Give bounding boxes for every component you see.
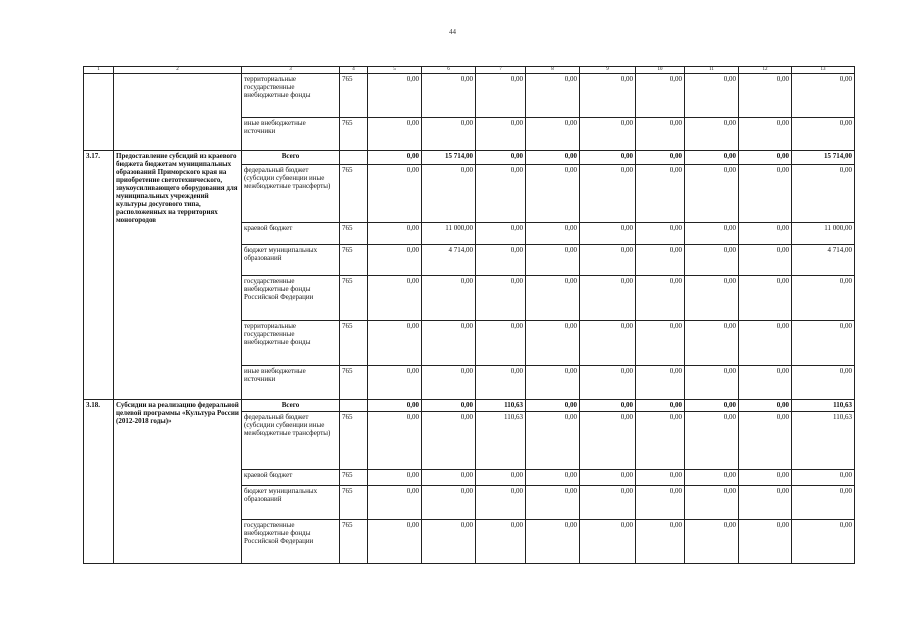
amount-cell: 0,00 <box>422 276 476 321</box>
amount-cell: 0,00 <box>526 165 580 223</box>
column-number: 10 <box>636 67 685 74</box>
page-number: 44 <box>449 28 456 36</box>
amount-cell: 0,00 <box>368 276 422 321</box>
budget-code <box>340 151 368 165</box>
amount-cell: 15 714,00 <box>422 151 476 165</box>
amount-cell: 0,00 <box>636 412 685 470</box>
amount-cell: 0,00 <box>792 321 855 366</box>
column-number: 12 <box>739 67 792 74</box>
amount-cell: 11 000,00 <box>792 223 855 245</box>
budget-code: 765 <box>340 74 368 118</box>
amount-cell: 0,00 <box>422 520 476 564</box>
budget-code <box>340 400 368 412</box>
amount-cell: 0,00 <box>792 74 855 118</box>
amount-cell: 0,00 <box>476 245 526 276</box>
amount-cell: 0,00 <box>636 74 685 118</box>
amount-cell: 0,00 <box>476 151 526 165</box>
amount-cell: 0,00 <box>422 321 476 366</box>
amount-cell: 0,00 <box>739 118 792 151</box>
amount-cell: 0,00 <box>368 165 422 223</box>
budget-code: 765 <box>340 366 368 400</box>
amount-cell: 0,00 <box>792 366 855 400</box>
section-number-cell <box>84 74 114 151</box>
amount-cell: 0,00 <box>792 486 855 520</box>
table-row-total <box>84 151 855 165</box>
budget-code: 765 <box>340 223 368 245</box>
amount-cell: 0,00 <box>476 74 526 118</box>
amount-cell: 0,00 <box>739 223 792 245</box>
amount-cell: 0,00 <box>580 276 636 321</box>
amount-cell: 0,00 <box>685 486 739 520</box>
funding-source: краевой бюджет <box>242 223 340 245</box>
amount-cell: 4 714,00 <box>422 245 476 276</box>
amount-cell: 0,00 <box>685 165 739 223</box>
budget-code: 765 <box>340 486 368 520</box>
amount-cell: 0,00 <box>580 245 636 276</box>
amount-cell: 0,00 <box>368 223 422 245</box>
amount-cell: 110,63 <box>792 412 855 470</box>
amount-cell: 11 000,00 <box>422 223 476 245</box>
amount-cell: 0,00 <box>739 74 792 118</box>
amount-cell: 0,00 <box>739 151 792 165</box>
amount-cell: 0,00 <box>792 520 855 564</box>
amount-cell: 0,00 <box>368 366 422 400</box>
amount-cell: 0,00 <box>739 412 792 470</box>
amount-cell: 0,00 <box>422 470 476 486</box>
amount-cell: 0,00 <box>476 118 526 151</box>
funding-source: государственные внебюджетные фонды Российской Федерации <box>242 276 340 321</box>
column-number: 13 <box>792 67 855 74</box>
section-number: 3.17. <box>84 151 114 400</box>
budget-code: 765 <box>340 118 368 151</box>
amount-cell: 0,00 <box>476 321 526 366</box>
amount-cell: 0,00 <box>526 520 580 564</box>
measure-title: Предоставление субсидий из краевого бюджета бюджетам муниципальных образований Приморского края на приобретение светотехнического, звукоусиливающего оборудования для муниципальных учреждений культуры досугового типа, расположенных на территориях моногородов <box>114 151 242 400</box>
amount-cell: 0,00 <box>580 321 636 366</box>
amount-cell: 0,00 <box>685 470 739 486</box>
amount-cell: 0,00 <box>580 400 636 412</box>
amount-cell: 110,63 <box>476 412 526 470</box>
funding-source: иные внебюджетные источники <box>242 118 340 151</box>
amount-cell: 0,00 <box>526 321 580 366</box>
amount-cell: 0,00 <box>476 165 526 223</box>
amount-cell: 4 714,00 <box>792 245 855 276</box>
amount-cell: 0,00 <box>685 118 739 151</box>
column-number: 8 <box>526 67 580 74</box>
amount-cell: 0,00 <box>526 412 580 470</box>
budget-code: 765 <box>340 245 368 276</box>
amount-cell: 0,00 <box>685 223 739 245</box>
amount-cell: 0,00 <box>526 470 580 486</box>
amount-cell: 0,00 <box>526 245 580 276</box>
budget-table <box>83 66 855 564</box>
amount-cell: 0,00 <box>526 223 580 245</box>
amount-cell: 0,00 <box>685 520 739 564</box>
amount-cell: 0,00 <box>580 118 636 151</box>
amount-cell: 0,00 <box>636 321 685 366</box>
measure-title-cell <box>114 74 242 151</box>
amount-cell: 0,00 <box>526 118 580 151</box>
amount-cell: 0,00 <box>636 165 685 223</box>
amount-cell: 0,00 <box>739 321 792 366</box>
column-number: 1 <box>84 67 114 74</box>
amount-cell: 0,00 <box>636 366 685 400</box>
amount-cell: 0,00 <box>636 223 685 245</box>
amount-cell: 0,00 <box>476 223 526 245</box>
amount-cell: 0,00 <box>526 74 580 118</box>
column-number: 5 <box>368 67 422 74</box>
amount-cell: 0,00 <box>580 520 636 564</box>
funding-source: бюджет муниципальных образований <box>242 486 340 520</box>
amount-cell: 0,00 <box>792 118 855 151</box>
funding-source: иные внебюджетные источники <box>242 366 340 400</box>
amount-cell: 0,00 <box>685 151 739 165</box>
amount-cell: 0,00 <box>476 520 526 564</box>
amount-cell: 0,00 <box>685 366 739 400</box>
amount-cell: 0,00 <box>792 276 855 321</box>
amount-cell: 0,00 <box>368 151 422 165</box>
amount-cell: 0,00 <box>368 321 422 366</box>
amount-cell: 0,00 <box>739 366 792 400</box>
amount-cell: 0,00 <box>792 165 855 223</box>
amount-cell: 0,00 <box>368 118 422 151</box>
amount-cell: 0,00 <box>580 223 636 245</box>
amount-cell: 0,00 <box>580 412 636 470</box>
amount-cell: 0,00 <box>739 470 792 486</box>
amount-cell: 110,63 <box>476 400 526 412</box>
section-number: 3.18. <box>84 400 114 564</box>
amount-cell: 0,00 <box>422 366 476 400</box>
amount-cell: 0,00 <box>636 486 685 520</box>
amount-cell: 0,00 <box>526 400 580 412</box>
funding-source: Всего <box>242 151 340 165</box>
amount-cell: 0,00 <box>685 412 739 470</box>
amount-cell: 0,00 <box>792 470 855 486</box>
amount-cell: 0,00 <box>739 520 792 564</box>
amount-cell: 0,00 <box>422 118 476 151</box>
budget-code: 765 <box>340 276 368 321</box>
table-row <box>84 74 855 118</box>
amount-cell: 0,00 <box>526 276 580 321</box>
amount-cell: 15 714,00 <box>792 151 855 165</box>
funding-source: бюджет муниципальных образований <box>242 245 340 276</box>
amount-cell: 0,00 <box>636 276 685 321</box>
amount-cell: 0,00 <box>739 165 792 223</box>
amount-cell: 0,00 <box>580 74 636 118</box>
amount-cell: 0,00 <box>580 165 636 223</box>
funding-source: территориальные государственные внебюджетные фонды <box>242 74 340 118</box>
column-number-row <box>84 67 855 74</box>
amount-cell: 0,00 <box>476 486 526 520</box>
amount-cell: 0,00 <box>739 486 792 520</box>
amount-cell: 0,00 <box>476 366 526 400</box>
amount-cell: 0,00 <box>526 486 580 520</box>
amount-cell: 0,00 <box>422 165 476 223</box>
amount-cell: 0,00 <box>685 276 739 321</box>
amount-cell: 0,00 <box>422 74 476 118</box>
amount-cell: 0,00 <box>685 245 739 276</box>
funding-source: федеральный бюджет (субсидии субвенции иные межбюджетные трансферты) <box>242 165 340 223</box>
amount-cell: 110,63 <box>792 400 855 412</box>
amount-cell: 0,00 <box>422 486 476 520</box>
amount-cell: 0,00 <box>685 74 739 118</box>
budget-code: 765 <box>340 165 368 223</box>
amount-cell: 0,00 <box>368 400 422 412</box>
amount-cell: 0,00 <box>580 486 636 520</box>
budget-code: 765 <box>340 321 368 366</box>
amount-cell: 0,00 <box>739 276 792 321</box>
table-row-total <box>84 400 855 412</box>
amount-cell: 0,00 <box>580 151 636 165</box>
column-number: 4 <box>340 67 368 74</box>
amount-cell: 0,00 <box>739 245 792 276</box>
amount-cell: 0,00 <box>368 520 422 564</box>
amount-cell: 0,00 <box>526 366 580 400</box>
amount-cell: 0,00 <box>476 470 526 486</box>
amount-cell: 0,00 <box>636 400 685 412</box>
column-number: 7 <box>476 67 526 74</box>
column-number: 9 <box>580 67 636 74</box>
amount-cell: 0,00 <box>368 412 422 470</box>
funding-source: территориальные государственные внебюджетные фонды <box>242 321 340 366</box>
measure-title: Субсидии на реализацию федеральной целевой программы «Культура России (2012-2018 годы)» <box>114 400 242 564</box>
amount-cell: 0,00 <box>476 276 526 321</box>
amount-cell: 0,00 <box>368 245 422 276</box>
amount-cell: 0,00 <box>368 486 422 520</box>
amount-cell: 0,00 <box>636 245 685 276</box>
amount-cell: 0,00 <box>368 470 422 486</box>
column-number: 6 <box>422 67 476 74</box>
amount-cell: 0,00 <box>636 151 685 165</box>
funding-source: Всего <box>242 400 340 412</box>
budget-code: 765 <box>340 470 368 486</box>
amount-cell: 0,00 <box>739 400 792 412</box>
amount-cell: 0,00 <box>636 118 685 151</box>
amount-cell: 0,00 <box>526 151 580 165</box>
amount-cell: 0,00 <box>580 470 636 486</box>
funding-source: государственные внебюджетные фонды Российской Федерации <box>242 520 340 564</box>
amount-cell: 0,00 <box>636 470 685 486</box>
column-number: 2 <box>114 67 242 74</box>
amount-cell: 0,00 <box>368 74 422 118</box>
budget-code: 765 <box>340 412 368 470</box>
amount-cell: 0,00 <box>685 400 739 412</box>
column-number: 3 <box>242 67 340 74</box>
amount-cell: 0,00 <box>636 520 685 564</box>
amount-cell: 0,00 <box>580 366 636 400</box>
amount-cell: 0,00 <box>422 400 476 412</box>
funding-source: краевой бюджет <box>242 470 340 486</box>
budget-code: 765 <box>340 520 368 564</box>
amount-cell: 0,00 <box>422 412 476 470</box>
funding-source: федеральный бюджет (субсидии субвенции иные межбюджетные трансферты) <box>242 412 340 470</box>
column-number: 11 <box>685 67 739 74</box>
amount-cell: 0,00 <box>685 321 739 366</box>
